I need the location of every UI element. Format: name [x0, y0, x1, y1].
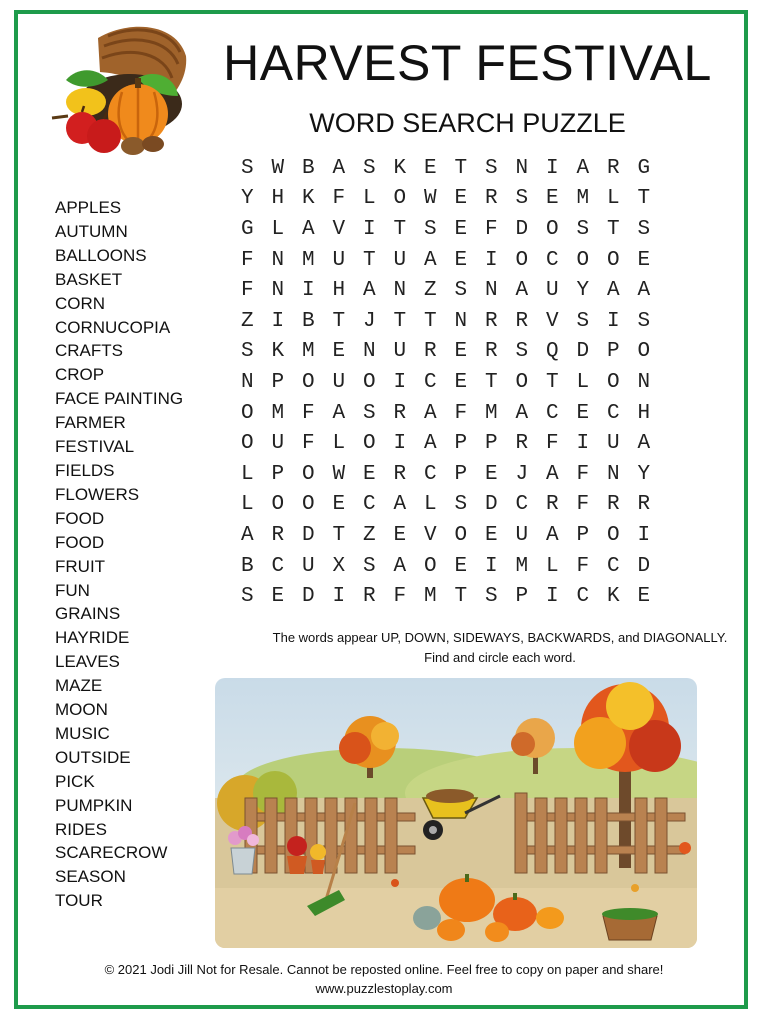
letter-grid	[232, 153, 659, 612]
word-list	[55, 196, 183, 913]
grid-cell[interactable]: E	[545, 187, 559, 211]
grid-cell[interactable]: N	[271, 248, 285, 272]
word-list-item: BASKET	[55, 269, 123, 289]
grid-cell[interactable]: E	[576, 401, 590, 425]
word-list-item: OUTSIDE	[55, 747, 131, 767]
grid-cell[interactable]: K	[393, 156, 407, 180]
grid-cell[interactable]: F	[576, 462, 590, 486]
grid-cell[interactable]: D	[301, 585, 315, 609]
grid-cell[interactable]: L	[271, 217, 285, 241]
grid-cell[interactable]: E	[393, 523, 407, 547]
grid-cell[interactable]: I	[332, 585, 346, 609]
grid-cell[interactable]: V	[423, 523, 437, 547]
grid-cell[interactable]: L	[576, 370, 590, 394]
grid-cell[interactable]: T	[454, 156, 468, 180]
grid-cell[interactable]: L	[606, 187, 620, 211]
grid-cell[interactable]: S	[240, 585, 254, 609]
grid-cell[interactable]: A	[606, 279, 620, 303]
grid-cell[interactable]: H	[637, 401, 651, 425]
page-subtitle: WORD SEARCH PUZZLE	[309, 108, 626, 138]
grid-cell[interactable]: O	[423, 554, 437, 578]
grid-cell[interactable]: O	[271, 493, 285, 517]
word-list-item: PICK	[55, 771, 95, 791]
grid-cell[interactable]: T	[545, 370, 559, 394]
word-list-item: FRUIT	[55, 556, 106, 576]
grid-cell[interactable]: A	[332, 401, 346, 425]
grid-cell[interactable]: M	[301, 340, 315, 364]
grid-cell[interactable]: A	[423, 248, 437, 272]
grid-cell[interactable]: S	[240, 340, 254, 364]
word-list-item: PUMPKIN	[55, 795, 133, 815]
grid-cell[interactable]: S	[484, 585, 498, 609]
grid-cell[interactable]: A	[393, 493, 407, 517]
word-list-item: CORNUCOPIA	[55, 317, 171, 337]
grid-cell[interactable]: S	[484, 156, 498, 180]
grid-cell[interactable]: P	[515, 585, 529, 609]
grid-cell[interactable]: S	[515, 187, 529, 211]
grid-cell[interactable]: P	[606, 340, 620, 364]
grid-cell[interactable]: T	[332, 309, 346, 333]
instructions-line-2: Find and circle each word.	[424, 650, 576, 665]
grid-cell[interactable]: O	[637, 340, 651, 364]
word-list-item: AUTUMN	[55, 221, 128, 241]
grid-cell[interactable]: S	[362, 554, 376, 578]
grid-cell[interactable]: G	[240, 217, 254, 241]
word-list-item: BALLOONS	[55, 245, 147, 265]
instructions-line-1: The words appear UP, DOWN, SIDEWAYS, BACKWARDS, and DIAGONALLY.	[272, 630, 728, 645]
grid-cell[interactable]: O	[606, 523, 620, 547]
word-list-item: FARMER	[55, 413, 126, 433]
word-list-item: FOOD	[55, 508, 105, 528]
grid-cell[interactable]: W	[271, 156, 285, 180]
grid-cell[interactable]: F	[240, 279, 254, 303]
grid-cell[interactable]: D	[637, 554, 651, 578]
grid-cell[interactable]: F	[576, 493, 590, 517]
grid-cell[interactable]: E	[454, 370, 468, 394]
grid-cell[interactable]: I	[545, 585, 559, 609]
grid-cell[interactable]: I	[301, 279, 315, 303]
word-list-item: FLOWERS	[55, 484, 140, 504]
grid-cell[interactable]: R	[393, 462, 407, 486]
grid-cell[interactable]: H	[271, 187, 285, 211]
grid-cell[interactable]: E	[454, 248, 468, 272]
grid-cell[interactable]: U	[393, 340, 407, 364]
grid-cell[interactable]: T	[362, 248, 376, 272]
grid-cell[interactable]: S	[454, 493, 468, 517]
grid-cell[interactable]: I	[484, 248, 498, 272]
grid-cell[interactable]: G	[637, 156, 651, 180]
grid-cell[interactable]: I	[271, 309, 285, 333]
grid-cell[interactable]: N	[454, 309, 468, 333]
grid-cell[interactable]: E	[454, 554, 468, 578]
grid-cell[interactable]: N	[606, 462, 620, 486]
grid-cell[interactable]: L	[545, 554, 559, 578]
grid-cell[interactable]: L	[332, 432, 346, 456]
grid-cell[interactable]: E	[484, 523, 498, 547]
grid-cell[interactable]: I	[576, 432, 590, 456]
grid-cell[interactable]: B	[240, 554, 254, 578]
grid-cell[interactable]: P	[454, 462, 468, 486]
grid-cell[interactable]: R	[484, 309, 498, 333]
word-list-item: LEAVES	[55, 652, 120, 672]
grid-cell[interactable]: T	[332, 523, 346, 547]
grid-cell[interactable]: U	[515, 523, 529, 547]
grid-cell[interactable]: E	[454, 340, 468, 364]
grid-cell[interactable]: C	[606, 401, 620, 425]
word-list-item: CORN	[55, 293, 106, 313]
grid-cell[interactable]: T	[484, 370, 498, 394]
grid-cell[interactable]: W	[332, 462, 346, 486]
grid-cell[interactable]: E	[332, 340, 346, 364]
grid-cell[interactable]: C	[362, 493, 376, 517]
word-list-item: CROP	[55, 365, 105, 385]
grid-cell[interactable]: O	[301, 370, 315, 394]
grid-cell[interactable]: N	[637, 370, 651, 394]
grid-cell[interactable]: O	[393, 187, 407, 211]
grid-cell[interactable]: M	[423, 585, 437, 609]
grid-cell[interactable]: C	[545, 401, 559, 425]
grid-cell[interactable]: E	[484, 462, 498, 486]
grid-cell[interactable]: I	[393, 370, 407, 394]
grid-cell[interactable]: O	[515, 248, 529, 272]
grid-cell[interactable]: S	[454, 279, 468, 303]
grid-cell[interactable]: U	[545, 279, 559, 303]
grid-cell[interactable]: U	[332, 370, 346, 394]
word-list-item: TOUR	[55, 891, 103, 911]
grid-cell[interactable]: I	[545, 156, 559, 180]
grid-cell[interactable]: P	[271, 370, 285, 394]
grid-cell[interactable]: S	[637, 217, 651, 241]
grid-cell[interactable]: A	[393, 554, 407, 578]
grid-cell[interactable]: A	[332, 156, 346, 180]
page-title: HARVEST FESTIVAL	[223, 35, 712, 91]
grid-cell[interactable]: E	[454, 187, 468, 211]
grid-cell[interactable]: A	[545, 462, 559, 486]
word-list-item: FOOD	[55, 532, 105, 552]
grid-cell[interactable]: E	[423, 156, 437, 180]
grid-cell[interactable]: C	[271, 554, 285, 578]
grid-cell[interactable]: C	[576, 585, 590, 609]
word-list-item: APPLES	[55, 198, 122, 217]
grid-cell[interactable]: V	[545, 309, 559, 333]
grid-cell[interactable]: T	[393, 217, 407, 241]
grid-cell[interactable]: K	[271, 340, 285, 364]
grid-cell[interactable]: O	[240, 401, 254, 425]
instructions	[255, 628, 745, 668]
word-list-item: FESTIVAL	[55, 437, 135, 457]
grid-cell[interactable]: M	[576, 187, 590, 211]
word-list-item: FACE PAINTING	[55, 389, 184, 409]
grid-cell[interactable]: A	[423, 432, 437, 456]
grid-cell[interactable]: O	[362, 432, 376, 456]
grid-cell[interactable]: T	[393, 309, 407, 333]
grid-cell[interactable]: E	[332, 493, 346, 517]
grid-cell[interactable]: U	[271, 432, 285, 456]
grid-cell[interactable]: O	[545, 217, 559, 241]
grid-cell[interactable]: P	[454, 432, 468, 456]
grid-cell[interactable]: N	[393, 279, 407, 303]
word-list-item: SCARECROW	[55, 843, 168, 863]
grid-cell[interactable]: M	[301, 248, 315, 272]
grid-cell[interactable]: F	[484, 217, 498, 241]
grid-cell[interactable]: Z	[362, 523, 376, 547]
grid-cell[interactable]: I	[393, 432, 407, 456]
grid-cell[interactable]: C	[606, 554, 620, 578]
grid-cell[interactable]: U	[393, 248, 407, 272]
grid-cell[interactable]: S	[637, 309, 651, 333]
grid-cell[interactable]: B	[301, 156, 315, 180]
grid-cell[interactable]: T	[637, 187, 651, 211]
word-list-item: FUN	[55, 580, 90, 600]
grid-cell[interactable]: I	[637, 523, 651, 547]
grid-cell[interactable]: S	[576, 217, 590, 241]
grid-cell[interactable]: A	[637, 279, 651, 303]
grid-cell[interactable]: A	[515, 279, 529, 303]
word-list-item: MOON	[55, 700, 108, 720]
grid-cell[interactable]: R	[484, 187, 498, 211]
word-list-item: MUSIC	[55, 723, 110, 743]
grid-cell[interactable]: T	[454, 585, 468, 609]
grid-cell[interactable]: E	[637, 585, 651, 609]
grid-cell[interactable]: A	[515, 401, 529, 425]
grid-cell[interactable]: N	[240, 370, 254, 394]
grid-cell[interactable]: S	[576, 309, 590, 333]
grid-cell[interactable]: V	[332, 217, 346, 241]
grid-cell[interactable]: O	[606, 370, 620, 394]
grid-cell[interactable]: T	[423, 309, 437, 333]
grid-cell[interactable]: C	[545, 248, 559, 272]
grid-cell[interactable]: U	[301, 554, 315, 578]
grid-cell[interactable]: R	[606, 156, 620, 180]
grid-cell[interactable]: D	[576, 340, 590, 364]
grid-cell[interactable]: L	[240, 462, 254, 486]
grid-cell[interactable]: A	[240, 523, 254, 547]
grid-cell[interactable]: O	[301, 462, 315, 486]
grid-cell[interactable]: R	[423, 340, 437, 364]
grid-cell[interactable]: S	[423, 217, 437, 241]
grid-cell[interactable]: S	[362, 401, 376, 425]
grid-cell[interactable]: A	[423, 401, 437, 425]
grid-cell[interactable]: A	[576, 156, 590, 180]
grid-cell[interactable]: N	[362, 340, 376, 364]
grid-cell[interactable]: E	[271, 585, 285, 609]
grid-cell[interactable]: Z	[423, 279, 437, 303]
grid-cell[interactable]: K	[301, 187, 315, 211]
grid-cell[interactable]: F	[332, 187, 346, 211]
grid-cell[interactable]: M	[515, 554, 529, 578]
grid-cell[interactable]: F	[393, 585, 407, 609]
word-list-item: RIDES	[55, 819, 107, 839]
grid-cell[interactable]: A	[545, 523, 559, 547]
grid-cell[interactable]: U	[332, 248, 346, 272]
grid-cell[interactable]: S	[515, 340, 529, 364]
grid-cell[interactable]: R	[484, 340, 498, 364]
grid-cell[interactable]: R	[545, 493, 559, 517]
grid-cell[interactable]: N	[515, 156, 529, 180]
grid-cell[interactable]: L	[423, 493, 437, 517]
grid-cell[interactable]: O	[454, 523, 468, 547]
grid-cell[interactable]: O	[576, 248, 590, 272]
grid-cell[interactable]: D	[301, 523, 315, 547]
grid-cell[interactable]: O	[240, 432, 254, 456]
word-list-item: CRAFTS	[55, 341, 123, 361]
grid-cell[interactable]: F	[576, 554, 590, 578]
grid-cell[interactable]: A	[362, 279, 376, 303]
grid-cell[interactable]: K	[606, 585, 620, 609]
grid-cell[interactable]: N	[484, 279, 498, 303]
grid-cell[interactable]: H	[332, 279, 346, 303]
grid-cell[interactable]: O	[515, 370, 529, 394]
grid-cell[interactable]: D	[484, 493, 498, 517]
grid-cell[interactable]: R	[393, 401, 407, 425]
grid-cell[interactable]: R	[515, 432, 529, 456]
grid-cell[interactable]: A	[637, 432, 651, 456]
grid-cell[interactable]: C	[423, 462, 437, 486]
grid-cell[interactable]: I	[606, 309, 620, 333]
grid-cell[interactable]: E	[362, 462, 376, 486]
grid-cell[interactable]: R	[637, 493, 651, 517]
grid-cell[interactable]: C	[515, 493, 529, 517]
website-link[interactable]: www.puzzlestoplay.com	[315, 981, 453, 996]
grid-cell[interactable]: R	[362, 585, 376, 609]
grid-cell[interactable]: P	[576, 523, 590, 547]
grid-cell[interactable]: J	[362, 309, 376, 333]
grid-cell[interactable]: R	[271, 523, 285, 547]
grid-cell[interactable]: C	[423, 370, 437, 394]
grid-cell[interactable]: F	[454, 401, 468, 425]
grid-cell[interactable]: I	[362, 217, 376, 241]
grid-cell[interactable]: O	[606, 248, 620, 272]
grid-cell[interactable]: F	[545, 432, 559, 456]
copyright-text: © 2021 Jodi Jill Not for Resale. Cannot be reposted online. Feel free to copy on paper and share!	[104, 962, 664, 977]
grid-cell[interactable]: M	[484, 401, 498, 425]
cornucopia-illustration	[38, 16, 190, 162]
grid-cell[interactable]: I	[484, 554, 498, 578]
word-list-item: GRAINS	[55, 604, 121, 624]
autumn-scene-illustration	[215, 678, 697, 948]
grid-cell[interactable]: Q	[545, 340, 559, 364]
grid-cell[interactable]: O	[362, 370, 376, 394]
grid-cell[interactable]: Y	[240, 187, 254, 211]
grid-cell[interactable]: R	[606, 493, 620, 517]
grid-cell[interactable]: A	[301, 217, 315, 241]
grid-cell[interactable]: J	[515, 462, 529, 486]
grid-cell[interactable]: S	[362, 156, 376, 180]
grid-cell[interactable]: E	[637, 248, 651, 272]
grid-cell[interactable]: X	[332, 554, 346, 578]
grid-cell[interactable]: L	[240, 493, 254, 517]
word-list-item: HAYRIDE	[55, 628, 130, 648]
grid-cell[interactable]: F	[301, 432, 315, 456]
grid-cell[interactable]: E	[454, 217, 468, 241]
grid-cell[interactable]: W	[423, 187, 437, 211]
grid-cell[interactable]: O	[301, 493, 315, 517]
grid-cell[interactable]: B	[301, 309, 315, 333]
grid-cell[interactable]: Y	[637, 462, 651, 486]
grid-cell[interactable]: S	[240, 156, 254, 180]
grid-cell[interactable]: Y	[576, 279, 590, 303]
grid-cell[interactable]: N	[271, 279, 285, 303]
word-list-item: FIELDS	[55, 460, 115, 480]
grid-cell[interactable]: L	[362, 187, 376, 211]
grid-cell[interactable]: P	[271, 462, 285, 486]
word-list-item: SEASON	[55, 867, 126, 887]
grid-cell[interactable]: Z	[240, 309, 254, 333]
footer	[30, 960, 738, 998]
grid-cell[interactable]: M	[271, 401, 285, 425]
grid-cell[interactable]: U	[606, 432, 620, 456]
grid-cell[interactable]: F	[301, 401, 315, 425]
grid-cell[interactable]: F	[240, 248, 254, 272]
grid-cell[interactable]: T	[606, 217, 620, 241]
grid-cell[interactable]: D	[515, 217, 529, 241]
word-list-item: MAZE	[55, 676, 103, 696]
grid-cell[interactable]: P	[484, 432, 498, 456]
grid-cell[interactable]: R	[515, 309, 529, 333]
